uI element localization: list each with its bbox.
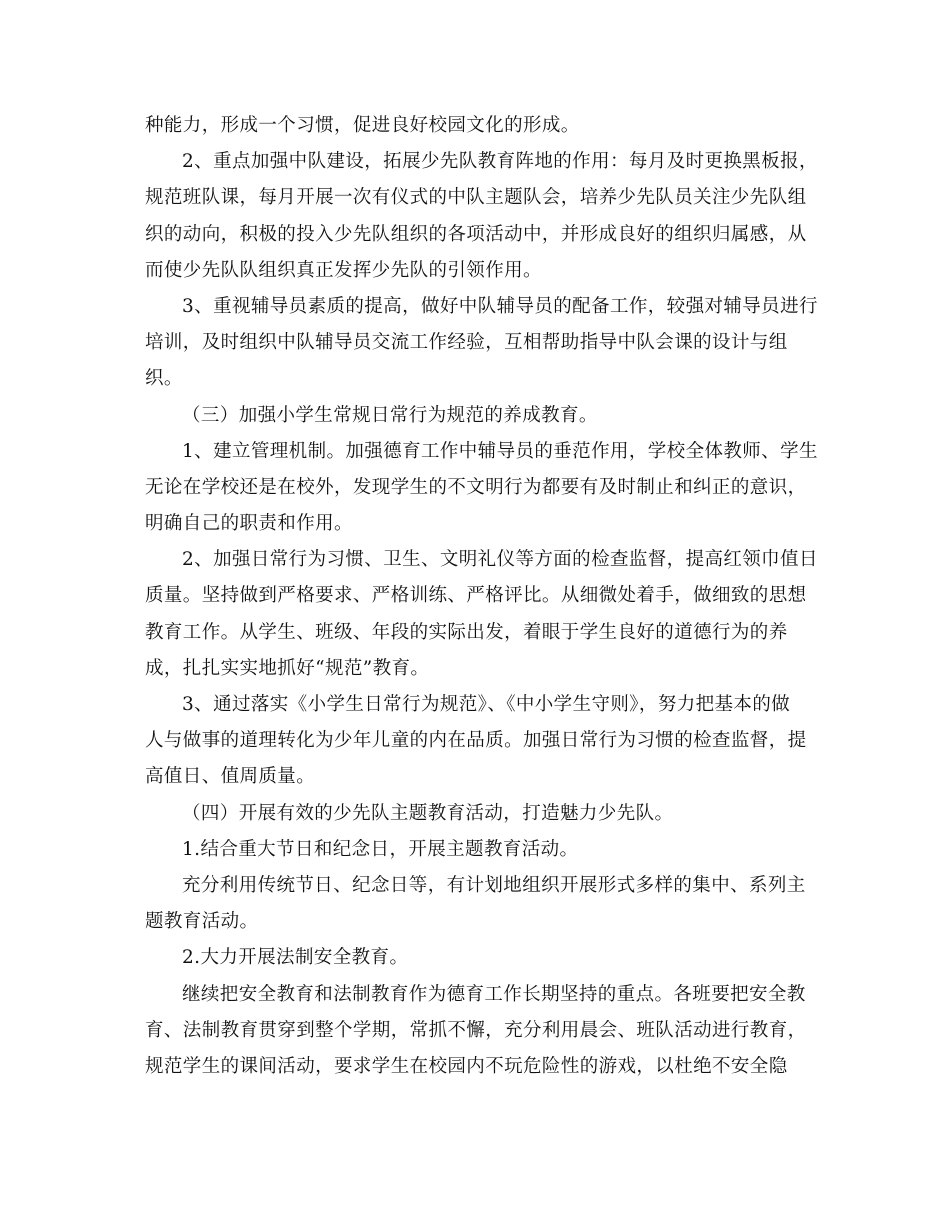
- section-heading-4: （四）开展有效的少先队主题教育活动，打造魅力少先队。: [182, 802, 674, 824]
- text-line-16: 成，扎扎实实地抓好“规范”教育。: [145, 657, 430, 679]
- text-line-7: 培训，及时组织中队辅导员交流工作经验，互相帮助指导中队会课的设计与组: [145, 332, 788, 354]
- document-body: [145, 108, 818, 1085]
- text-line-13: 2、加强日常行为习惯、卫生、文明礼仪等方面的检查监督，提高红领巾值日: [182, 549, 818, 571]
- text-line-25: 继续把安全教育和法制教育作为德育工作长期坚持的重点。各班要把安全教: [182, 983, 806, 1005]
- text-line-10: 1、建立管理机制。加强德育工作中辅导员的垂范作用，学校全体教师、学生: [182, 440, 818, 462]
- text-line-24: 2.大力开展法制安全教育。: [182, 947, 409, 969]
- section-heading-3: （三）加强小学生常规日常行为规范的养成教育。: [182, 404, 598, 426]
- text-line-11: 无论在学校还是在校外，发现学生的不文明行为都要有及时制止和纠正的意识，: [145, 476, 807, 498]
- text-line-17: 3、通过落实《小学生日常行为规范》、《中小学生守则》，努力把基本的做: [182, 694, 791, 715]
- text-line-6: 3、重视辅导员素质的提高，做好中队辅导员的配备工作，较强对辅导员进行: [182, 295, 818, 317]
- text-line-23: 题教育活动。: [145, 911, 259, 933]
- text-line-15: 教育工作。从学生、班级、年段的实际出发，着眼于学生良好的道德行为的养: [145, 621, 788, 643]
- text-line-8: 织。: [145, 368, 183, 390]
- text-line-5: 而使少先队队组织真正发挥少先队的引领作用。: [145, 259, 542, 281]
- text-line-3: 规范班队课，每月开展一次有仪式的中队主题队会，培养少先队员关注少先队组: [145, 187, 807, 209]
- text-line-27: 规范学生的课间活动，要求学生在校园内不玩危险性的游戏，以杜绝不安全隐: [145, 1055, 788, 1077]
- text-line-4: 织的动向，积极的投入少先队组织的各项活动中，并形成良好的组织归属感，从: [145, 223, 807, 245]
- text-line-1: 种能力，形成一个习惯，促进良好校园文化的形成。: [145, 115, 580, 136]
- text-line-12: 明确自己的职责和作用。: [145, 513, 353, 535]
- text-line-18: 人与做事的道理转化为少年儿童的内在品质。加强日常行为习惯的检查监督，提: [145, 730, 807, 752]
- text-line-21: 1.结合重大节日和纪念日，开展主题教育活动。: [182, 838, 579, 860]
- text-line-26: 育、法制教育贯穿到整个学期，常抓不懈，充分利用晨会、班队活动进行教育，: [145, 1019, 807, 1041]
- text-line-2: 2、重点加强中队建设，拓展少先队教育阵地的作用：每月及时更换黑板报，: [182, 151, 818, 173]
- text-line-22: 充分利用传统节日、纪念日等，有计划地组织开展形式多样的集中、系列主: [182, 874, 806, 896]
- text-line-14: 质量。坚持做到严格要求、严格训练、严格评比。从细微处着手，做细致的思想: [145, 585, 807, 607]
- text-line-19: 高值日、值周质量。: [145, 766, 316, 788]
